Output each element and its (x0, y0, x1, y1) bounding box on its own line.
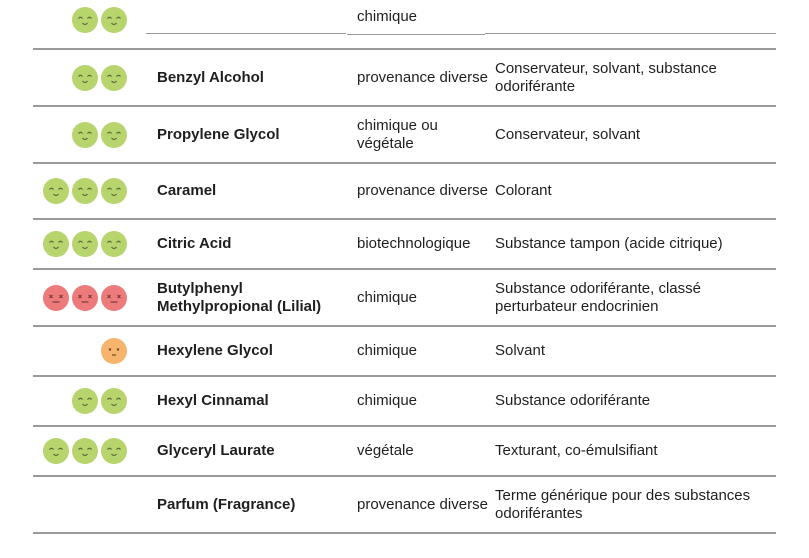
dead-face-icon (43, 285, 69, 311)
dead-face-icon (72, 285, 98, 311)
rating-icons (33, 477, 127, 532)
ingredient-function: Conservateur, solvant (495, 125, 641, 143)
ingredient-name: Hexylene Glycol (157, 342, 273, 359)
rating-icons (33, 50, 127, 105)
ingredient-function: Colorant (495, 182, 552, 199)
happy-face-icon (43, 178, 69, 204)
row-separator (33, 0, 776, 50)
ingredient-name: Citric Acid (157, 235, 232, 252)
happy-face-icon (101, 178, 127, 204)
ingredient-name: Caramel (157, 182, 217, 199)
ingredient-name: Propylene Glycol (157, 125, 280, 143)
origin-cell: chimique (357, 8, 418, 25)
ingredient-function: Terme générique pour des substances odoriférantes (495, 486, 751, 522)
ingredient-function: Texturant, co-émulsifiant (495, 442, 658, 459)
ingredient-origin: chimique (357, 392, 418, 409)
ingredient-origin: chimique ou végétale (357, 116, 438, 152)
ingredient-row (33, 220, 776, 270)
happy-face-icon (72, 178, 98, 204)
rating-icons (33, 107, 127, 162)
rating-icons (33, 270, 127, 325)
ingredient-origin: provenance diverse (357, 68, 488, 86)
ingredient-origin: végétale (357, 442, 414, 459)
rating-icons (33, 377, 127, 425)
ingredient-row (33, 107, 776, 164)
ingredient-function: Solvant (495, 342, 546, 359)
ingredient-name: Benzyl Alcohol (157, 68, 264, 86)
ingredient-function: Conservateur, solvant, substance odoriférante (495, 59, 717, 95)
ingredient-origin: provenance diverse (357, 182, 488, 199)
ingredient-function: Substance odoriférante (495, 392, 651, 409)
ingredient-row (33, 377, 776, 427)
rating-icons (33, 427, 127, 475)
neutral-face-icon (101, 338, 127, 364)
ingredient-origin: chimique (357, 288, 418, 306)
happy-face-icon (101, 122, 127, 148)
dead-face-icon (101, 285, 127, 311)
happy-face-icon (101, 438, 127, 464)
ingredient-name: Parfum (Fragrance) (157, 495, 296, 513)
happy-face-icon (101, 388, 127, 414)
ingredient-origin: biotechnologique (357, 235, 471, 252)
ingredient-function: Substance odoriférante, classé perturbateur endocrinien (495, 279, 701, 315)
happy-face-icon (43, 231, 69, 257)
ingredient-row (33, 477, 776, 534)
rating-icons (33, 327, 127, 375)
ingredient-name: Glyceryl Laurate (157, 442, 275, 459)
happy-face-icon (72, 122, 98, 148)
ingredient-row (33, 427, 776, 477)
ingredient-row (33, 270, 776, 327)
ingredient-name: Hexyl Cinnamal (157, 392, 269, 409)
ingredient-row (33, 327, 776, 377)
happy-face-icon (101, 231, 127, 257)
happy-face-icon (72, 231, 98, 257)
ingredient-row (33, 50, 776, 107)
ingredient-origin: provenance diverse (357, 495, 488, 513)
ingredient-row (33, 164, 776, 220)
ingredient-name: Butylphenyl Methylpropional (Lilial) (157, 279, 322, 315)
rating-icons (33, 164, 127, 218)
happy-face-icon (72, 65, 98, 91)
happy-face-icon (101, 65, 127, 91)
ingredient-function: Substance tampon (acide citrique) (495, 235, 723, 252)
rating-icons (33, 220, 127, 268)
happy-face-icon (43, 438, 69, 464)
ingredient-origin: chimique (357, 342, 418, 359)
happy-face-icon (72, 438, 98, 464)
happy-face-icon (72, 388, 98, 414)
